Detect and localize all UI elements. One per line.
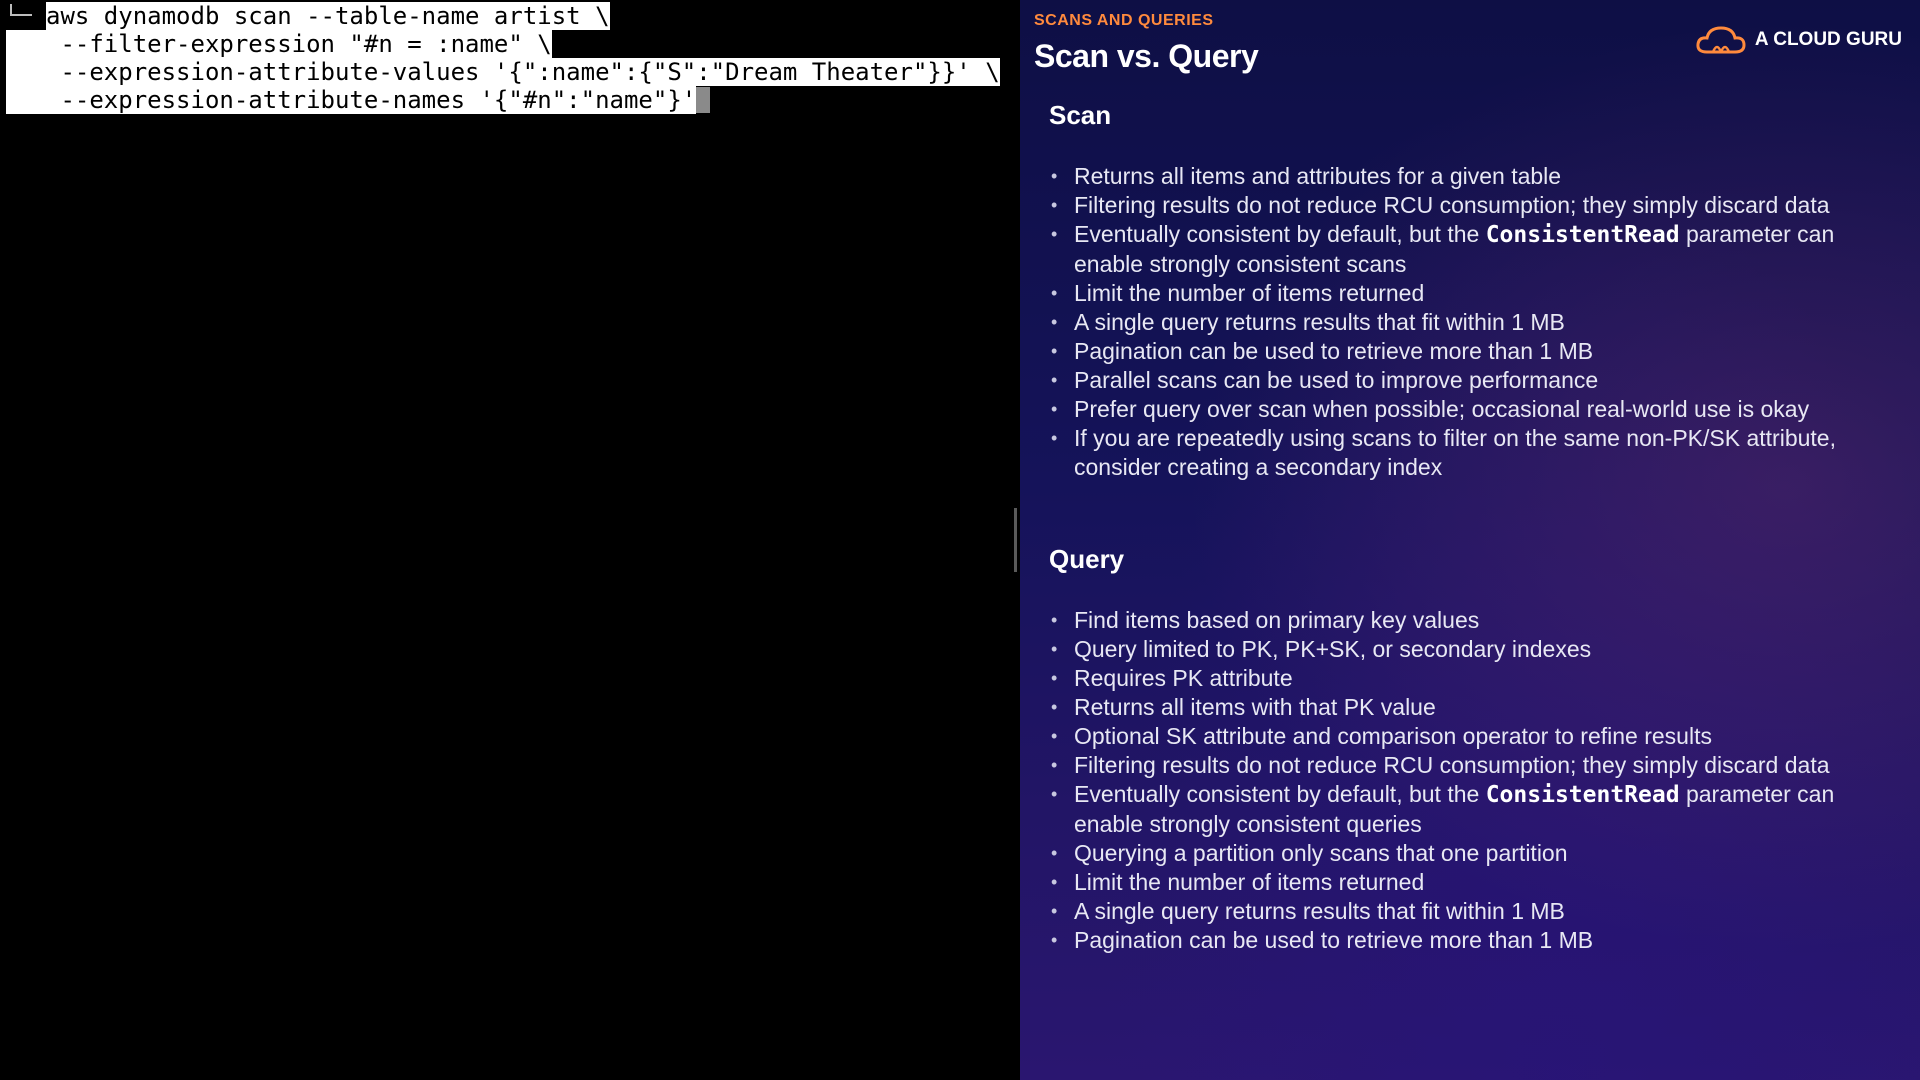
brand-logo xyxy=(1695,24,1902,56)
bullet-item xyxy=(1049,780,1909,839)
slide-panel xyxy=(1020,0,1920,1080)
slide-eyebrow: SCANS AND QUERIES xyxy=(1034,12,1214,29)
terminal-line-text: aws dynamodb scan --table-name artist \ xyxy=(46,2,610,30)
terminal-cursor xyxy=(696,87,710,113)
terminal-line-text: --expression-attribute-names '{"#n":"name"}' xyxy=(6,86,696,114)
bullet-item: • Optional SK attribute and comparison operator to refine results xyxy=(1049,722,1909,751)
bullet-text: Eventually consistent by default, but the xyxy=(1074,781,1486,807)
bullet-item: • Returns all items with that PK value xyxy=(1049,693,1909,722)
bullet-text: parameter can enable strongly consistent queries xyxy=(1074,781,1835,837)
pane-splitter-handle[interactable] xyxy=(1014,508,1017,572)
bullet-item: • Returns all items and attributes for a given table xyxy=(1049,162,1909,191)
terminal-line-text: --expression-attribute-values '{":name":{"S":"Dream Theater"}}' \ xyxy=(6,58,1000,86)
bullet-text: Eventually consistent by default, but the xyxy=(1074,221,1486,247)
bullet-item: • Parallel scans can be used to improve performance xyxy=(1049,366,1909,395)
bullet-item: • Query limited to PK, PK+SK, or secondary indexes xyxy=(1049,635,1909,664)
bullet-item: • Pagination can be used to retrieve more than 1 MB xyxy=(1049,926,1909,955)
code-term: ConsistentRead xyxy=(1485,782,1680,808)
terminal-line xyxy=(6,2,1000,30)
bullet-item: • Querying a partition only scans that one partition xyxy=(1049,839,1909,868)
terminal-command-block[interactable] xyxy=(6,2,1000,114)
brand-name: A CLOUD GURU xyxy=(1754,29,1902,50)
query-heading: Query xyxy=(1049,544,1125,574)
bullet-item: • Pagination can be used to retrieve more than 1 MB xyxy=(1049,337,1909,366)
bullet-item: • Prefer query over scan when possible; occasional real-world use is okay xyxy=(1049,395,1909,424)
bullet-item: • Find items based on primary key values xyxy=(1049,606,1909,635)
slide-title: Scan vs. Query xyxy=(1034,38,1259,74)
scan-heading: Scan xyxy=(1049,100,1112,130)
bullet-item: • Filtering results do not reduce RCU consumption; they simply discard data xyxy=(1049,191,1909,220)
bullet-item: • A single query returns results that fit within 1 MB xyxy=(1049,897,1909,926)
bullet-item: • If you are repeatedly using scans to filter on the same non-PK/SK attribute, consider creating a secondary index xyxy=(1049,424,1909,482)
bullet-item: • Limit the number of items returned xyxy=(1049,868,1909,897)
cloud-logo-icon xyxy=(1695,24,1747,56)
terminal-line-text: --filter-expression "#n = :name" \ xyxy=(6,30,552,58)
bullet-item: • Filtering results do not reduce RCU consumption; they simply discard data xyxy=(1049,751,1909,780)
terminal-line xyxy=(6,58,1000,86)
bullet-item: • Limit the number of items returned xyxy=(1049,279,1909,308)
bullet-text: parameter can enable strongly consistent scans xyxy=(1074,221,1835,277)
bullet-item: • A single query returns results that fit within 1 MB xyxy=(1049,308,1909,337)
bullet-item: • Requires PK attribute xyxy=(1049,664,1909,693)
query-bullet-list xyxy=(1049,606,1909,955)
terminal-line xyxy=(6,86,1000,114)
scan-bullet-list xyxy=(1049,162,1909,482)
code-term: ConsistentRead xyxy=(1485,222,1680,248)
bullet-item xyxy=(1049,220,1909,279)
terminal-line xyxy=(6,30,1000,58)
